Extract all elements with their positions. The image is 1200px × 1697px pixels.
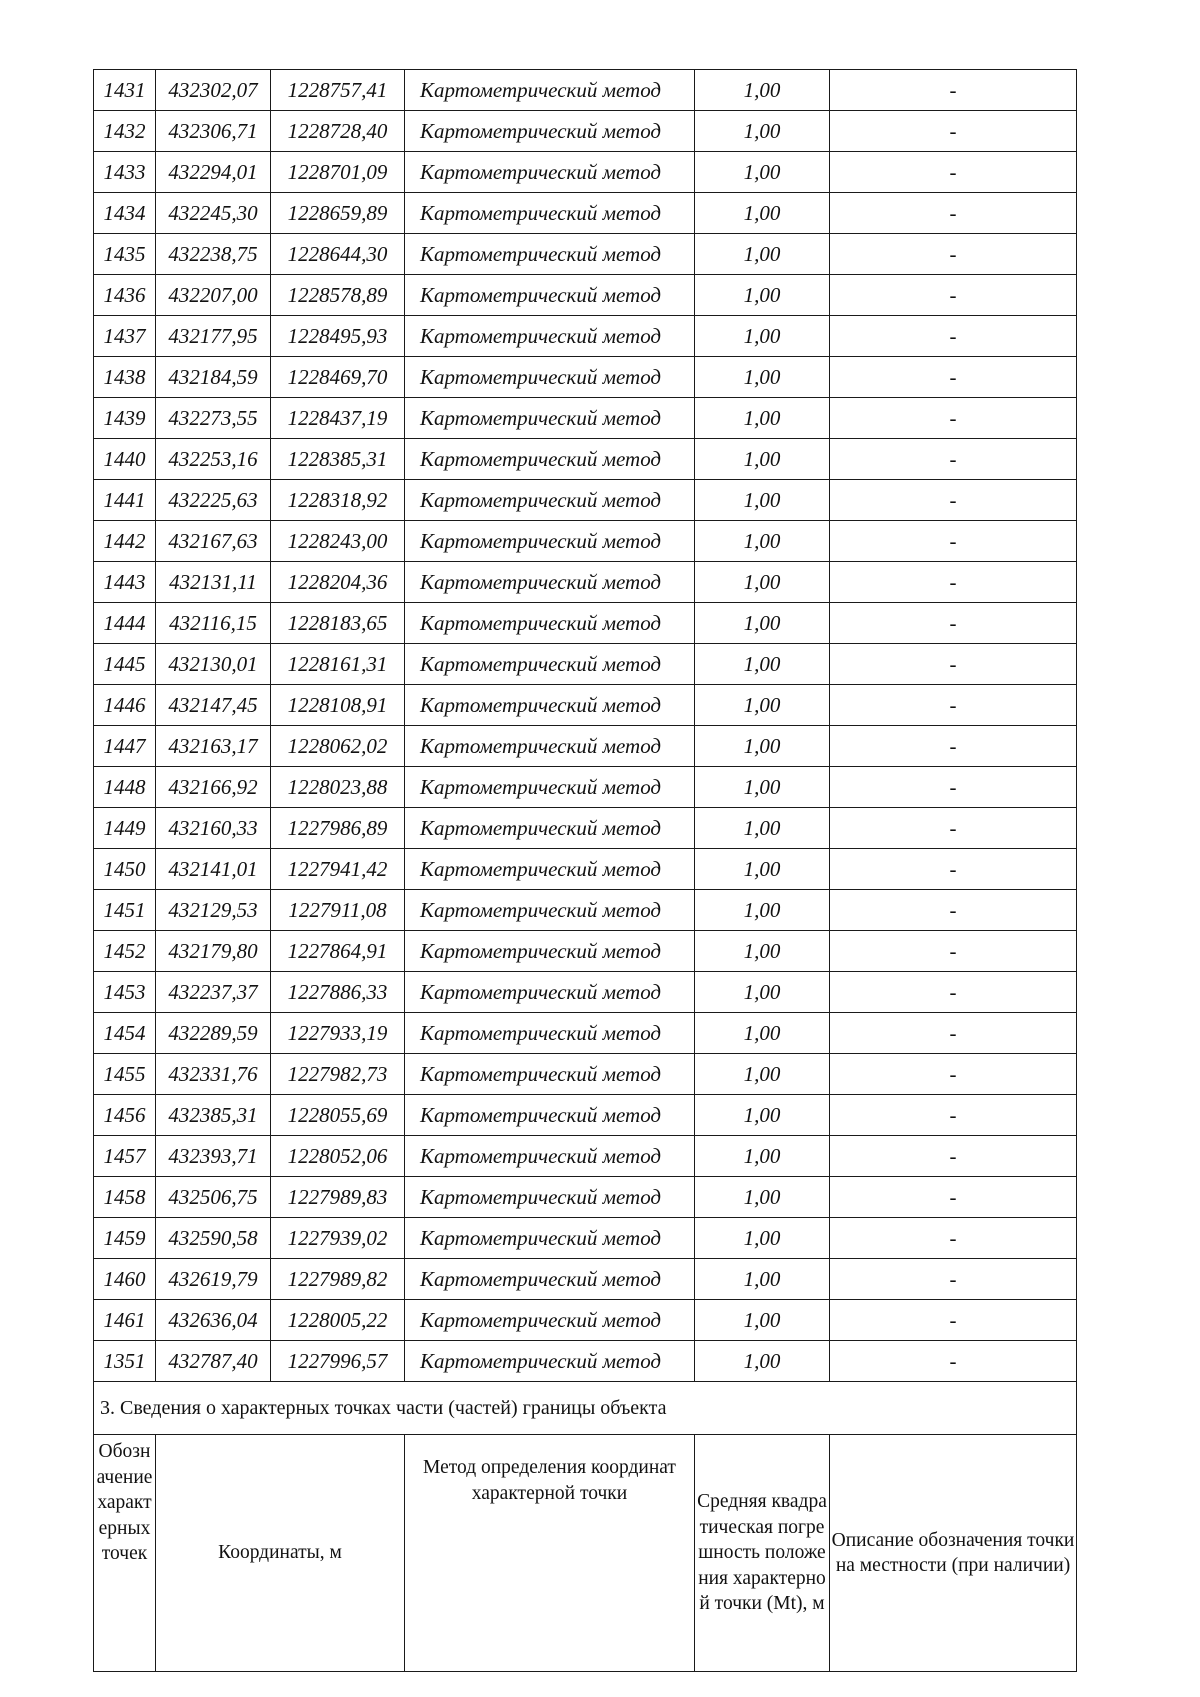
cell-point-number: 1461: [94, 1300, 156, 1341]
cell-coord-y: 1228757,41: [271, 70, 405, 111]
cell-description: -: [830, 1177, 1077, 1218]
cell-description: -: [830, 316, 1077, 357]
cell-point-number: 1451: [94, 890, 156, 931]
cell-accuracy: 1,00: [695, 398, 830, 439]
table-row: [94, 1054, 1077, 1095]
cell-point-number: 1439: [94, 398, 156, 439]
cell-method: Картометрический метод: [405, 1300, 695, 1341]
cell-accuracy: 1,00: [695, 603, 830, 644]
cell-method: Картометрический метод: [405, 1341, 695, 1382]
cell-accuracy: 1,00: [695, 521, 830, 562]
cell-point-number: 1452: [94, 931, 156, 972]
cell-point-number: 1448: [94, 767, 156, 808]
cell-coord-y: 1228161,31: [271, 644, 405, 685]
cell-method: Картометрический метод: [405, 931, 695, 972]
cell-point-number: 1433: [94, 152, 156, 193]
header-coordinates: Координаты, м: [156, 1435, 405, 1672]
cell-point-number: 1455: [94, 1054, 156, 1095]
table-row: [94, 521, 1077, 562]
cell-coord-x: 432787,40: [156, 1341, 271, 1382]
cell-point-number: 1432: [94, 111, 156, 152]
cell-method: Картометрический метод: [405, 111, 695, 152]
cell-method: Картометрический метод: [405, 1259, 695, 1300]
cell-description: -: [830, 357, 1077, 398]
cell-coord-y: 1228204,36: [271, 562, 405, 603]
cell-point-number: 1435: [94, 234, 156, 275]
cell-accuracy: 1,00: [695, 767, 830, 808]
cell-accuracy: 1,00: [695, 316, 830, 357]
cell-point-number: 1436: [94, 275, 156, 316]
cell-coord-y: 1227911,08: [271, 890, 405, 931]
cell-coord-x: 432506,75: [156, 1177, 271, 1218]
cell-description: -: [830, 234, 1077, 275]
cell-point-number: 1446: [94, 685, 156, 726]
cell-coord-y: 1228243,00: [271, 521, 405, 562]
cell-coord-x: 432253,16: [156, 439, 271, 480]
table-row: [94, 1218, 1077, 1259]
cell-accuracy: 1,00: [695, 1259, 830, 1300]
table-row: [94, 931, 1077, 972]
cell-coord-y: 1227986,89: [271, 808, 405, 849]
cell-coord-x: 432207,00: [156, 275, 271, 316]
cell-point-number: 1443: [94, 562, 156, 603]
cell-accuracy: 1,00: [695, 931, 830, 972]
cell-description: -: [830, 685, 1077, 726]
cell-point-number: 1459: [94, 1218, 156, 1259]
cell-point-number: 1450: [94, 849, 156, 890]
cell-description: -: [830, 1218, 1077, 1259]
cell-description: -: [830, 275, 1077, 316]
cell-accuracy: 1,00: [695, 1177, 830, 1218]
cell-coord-x: 432116,15: [156, 603, 271, 644]
cell-description: -: [830, 1341, 1077, 1382]
cell-coord-y: 1228005,22: [271, 1300, 405, 1341]
cell-accuracy: 1,00: [695, 152, 830, 193]
cell-method: Картометрический метод: [405, 603, 695, 644]
table-row: [94, 1136, 1077, 1177]
table-row: [94, 1095, 1077, 1136]
cell-description: -: [830, 193, 1077, 234]
table-row: [94, 603, 1077, 644]
cell-method: Картометрический метод: [405, 398, 695, 439]
cell-method: Картометрический метод: [405, 685, 695, 726]
cell-point-number: 1440: [94, 439, 156, 480]
cell-point-number: 1460: [94, 1259, 156, 1300]
cell-description: -: [830, 521, 1077, 562]
cell-coord-x: 432590,58: [156, 1218, 271, 1259]
cell-coord-y: 1227864,91: [271, 931, 405, 972]
cell-coord-y: 1227886,33: [271, 972, 405, 1013]
cell-method: Картометрический метод: [405, 644, 695, 685]
cell-point-number: 1454: [94, 1013, 156, 1054]
cell-accuracy: 1,00: [695, 972, 830, 1013]
cell-accuracy: 1,00: [695, 726, 830, 767]
cell-coord-x: 432184,59: [156, 357, 271, 398]
cell-accuracy: 1,00: [695, 1341, 830, 1382]
cell-coord-y: 1227939,02: [271, 1218, 405, 1259]
table-row: [94, 767, 1077, 808]
cell-accuracy: 1,00: [695, 685, 830, 726]
cell-method: Картометрический метод: [405, 357, 695, 398]
cell-accuracy: 1,00: [695, 70, 830, 111]
cell-coord-y: 1227933,19: [271, 1013, 405, 1054]
table-row: [94, 726, 1077, 767]
cell-coord-y: 1228437,19: [271, 398, 405, 439]
cell-coord-x: 432131,11: [156, 562, 271, 603]
cell-coord-y: 1227941,42: [271, 849, 405, 890]
cell-method: Картометрический метод: [405, 70, 695, 111]
table-row: [94, 685, 1077, 726]
cell-coord-x: 432385,31: [156, 1095, 271, 1136]
cell-point-number: 1437: [94, 316, 156, 357]
cell-coord-x: 432294,01: [156, 152, 271, 193]
cell-accuracy: 1,00: [695, 1054, 830, 1095]
cell-method: Картометрический метод: [405, 234, 695, 275]
cell-coord-y: 1228108,91: [271, 685, 405, 726]
cell-description: -: [830, 726, 1077, 767]
table-row: [94, 644, 1077, 685]
cell-accuracy: 1,00: [695, 890, 830, 931]
cell-method: Картометрический метод: [405, 439, 695, 480]
cell-accuracy: 1,00: [695, 275, 830, 316]
cell-coord-y: 1228659,89: [271, 193, 405, 234]
cell-coord-x: 432636,04: [156, 1300, 271, 1341]
cell-point-number: 1449: [94, 808, 156, 849]
table-row: [94, 1341, 1077, 1382]
cell-coord-x: 432130,01: [156, 644, 271, 685]
header-method: Метод определения координат характерной точки: [405, 1435, 695, 1672]
cell-coord-y: 1228062,02: [271, 726, 405, 767]
cell-method: Картометрический метод: [405, 1177, 695, 1218]
table-row: [94, 398, 1077, 439]
table-row: [94, 1259, 1077, 1300]
cell-coord-y: 1228644,30: [271, 234, 405, 275]
cell-coord-x: 432163,17: [156, 726, 271, 767]
cell-coord-y: 1227989,82: [271, 1259, 405, 1300]
cell-coord-y: 1228318,92: [271, 480, 405, 521]
cell-point-number: 1442: [94, 521, 156, 562]
cell-method: Картометрический метод: [405, 1136, 695, 1177]
cell-coord-y: 1228023,88: [271, 767, 405, 808]
cell-coord-x: 432302,07: [156, 70, 271, 111]
cell-accuracy: 1,00: [695, 1095, 830, 1136]
header-accuracy: Средняя квадратическая погрешность положения характерной точки (Mt), м: [695, 1435, 830, 1672]
cell-method: Картометрический метод: [405, 316, 695, 357]
cell-coord-y: 1228578,89: [271, 275, 405, 316]
cell-method: Картометрический метод: [405, 1013, 695, 1054]
cell-point-number: 1453: [94, 972, 156, 1013]
cell-point-number: 1434: [94, 193, 156, 234]
cell-coord-x: 432331,76: [156, 1054, 271, 1095]
cell-method: Картометрический метод: [405, 767, 695, 808]
table-row: [94, 849, 1077, 890]
cell-description: -: [830, 603, 1077, 644]
cell-description: -: [830, 808, 1077, 849]
cell-coord-x: 432167,63: [156, 521, 271, 562]
cell-accuracy: 1,00: [695, 480, 830, 521]
table-row: [94, 1013, 1077, 1054]
cell-description: -: [830, 644, 1077, 685]
table-body: [94, 70, 1077, 1672]
header-description: Описание обозначения точки на местности (при наличии): [830, 1435, 1077, 1672]
cell-description: -: [830, 931, 1077, 972]
cell-point-number: 1431: [94, 70, 156, 111]
cell-description: -: [830, 1300, 1077, 1341]
cell-accuracy: 1,00: [695, 1136, 830, 1177]
cell-method: Картометрический метод: [405, 562, 695, 603]
cell-coord-x: 432306,71: [156, 111, 271, 152]
cell-coord-x: 432245,30: [156, 193, 271, 234]
cell-coord-x: 432238,75: [156, 234, 271, 275]
cell-method: Картометрический метод: [405, 972, 695, 1013]
cell-description: -: [830, 70, 1077, 111]
cell-method: Картометрический метод: [405, 480, 695, 521]
cell-method: Картометрический метод: [405, 152, 695, 193]
cell-method: Картометрический метод: [405, 1218, 695, 1259]
section-title: 3. Сведения о характерных точках части (частей) границы объекта: [94, 1382, 1077, 1435]
cell-accuracy: 1,00: [695, 644, 830, 685]
header-point-designation: Обозначение характерных точек: [94, 1435, 156, 1672]
table-row: [94, 152, 1077, 193]
cell-coord-x: 432160,33: [156, 808, 271, 849]
cell-description: -: [830, 1095, 1077, 1136]
cell-coord-x: 432166,92: [156, 767, 271, 808]
cell-description: -: [830, 480, 1077, 521]
cell-point-number: 1456: [94, 1095, 156, 1136]
cell-description: -: [830, 562, 1077, 603]
cell-method: Картометрический метод: [405, 849, 695, 890]
cell-method: Картометрический метод: [405, 521, 695, 562]
cell-coord-x: 432237,37: [156, 972, 271, 1013]
table-row: [94, 111, 1077, 152]
cell-coord-x: 432129,53: [156, 890, 271, 931]
section-title-row: [94, 1382, 1077, 1435]
cell-description: -: [830, 972, 1077, 1013]
table-row: [94, 357, 1077, 398]
cell-coord-x: 432177,95: [156, 316, 271, 357]
cell-point-number: 1447: [94, 726, 156, 767]
table-row: [94, 972, 1077, 1013]
cell-description: -: [830, 890, 1077, 931]
table-row: [94, 70, 1077, 111]
cell-coord-x: 432147,45: [156, 685, 271, 726]
cell-point-number: 1438: [94, 357, 156, 398]
cell-description: -: [830, 1054, 1077, 1095]
cell-description: -: [830, 767, 1077, 808]
cell-accuracy: 1,00: [695, 234, 830, 275]
cell-accuracy: 1,00: [695, 849, 830, 890]
table-row: [94, 234, 1077, 275]
cell-method: Картометрический метод: [405, 1095, 695, 1136]
cell-description: -: [830, 152, 1077, 193]
table-row: [94, 808, 1077, 849]
cell-coord-y: 1228495,93: [271, 316, 405, 357]
cell-point-number: 1457: [94, 1136, 156, 1177]
cell-accuracy: 1,00: [695, 439, 830, 480]
cell-accuracy: 1,00: [695, 357, 830, 398]
cell-coord-x: 432225,63: [156, 480, 271, 521]
cell-coord-x: 432289,59: [156, 1013, 271, 1054]
table-row: [94, 1177, 1077, 1218]
cell-method: Картометрический метод: [405, 275, 695, 316]
cell-coord-y: 1228055,69: [271, 1095, 405, 1136]
cell-coord-y: 1228385,31: [271, 439, 405, 480]
cell-method: Картометрический метод: [405, 890, 695, 931]
cell-accuracy: 1,00: [695, 1218, 830, 1259]
table-row: [94, 275, 1077, 316]
cell-method: Картометрический метод: [405, 808, 695, 849]
cell-coord-x: 432179,80: [156, 931, 271, 972]
cell-method: Картометрический метод: [405, 193, 695, 234]
cell-description: -: [830, 111, 1077, 152]
cell-coord-y: 1227982,73: [271, 1054, 405, 1095]
table-row: [94, 316, 1077, 357]
table-row: [94, 480, 1077, 521]
cell-description: -: [830, 398, 1077, 439]
cell-coord-y: 1228052,06: [271, 1136, 405, 1177]
cell-description: -: [830, 439, 1077, 480]
cell-coord-x: 432141,01: [156, 849, 271, 890]
cell-accuracy: 1,00: [695, 562, 830, 603]
boundary-points-table: [93, 69, 1077, 1672]
cell-coord-y: 1227996,57: [271, 1341, 405, 1382]
header-row: [94, 1435, 1077, 1672]
cell-coord-y: 1228728,40: [271, 111, 405, 152]
cell-point-number: 1444: [94, 603, 156, 644]
table-row: [94, 1300, 1077, 1341]
cell-point-number: 1441: [94, 480, 156, 521]
cell-description: -: [830, 1013, 1077, 1054]
cell-coord-x: 432273,55: [156, 398, 271, 439]
cell-accuracy: 1,00: [695, 1300, 830, 1341]
cell-coord-y: 1227989,83: [271, 1177, 405, 1218]
cell-coord-y: 1228469,70: [271, 357, 405, 398]
cell-description: -: [830, 1136, 1077, 1177]
table-row: [94, 562, 1077, 603]
cell-description: -: [830, 849, 1077, 890]
table-row: [94, 890, 1077, 931]
cell-coord-x: 432619,79: [156, 1259, 271, 1300]
table-row: [94, 193, 1077, 234]
cell-accuracy: 1,00: [695, 111, 830, 152]
cell-point-number: 1351: [94, 1341, 156, 1382]
cell-coord-x: 432393,71: [156, 1136, 271, 1177]
cell-coord-y: 1228701,09: [271, 152, 405, 193]
cell-coord-y: 1228183,65: [271, 603, 405, 644]
cell-method: Картометрический метод: [405, 1054, 695, 1095]
cell-method: Картометрический метод: [405, 726, 695, 767]
cell-accuracy: 1,00: [695, 1013, 830, 1054]
cell-accuracy: 1,00: [695, 808, 830, 849]
cell-accuracy: 1,00: [695, 193, 830, 234]
cell-point-number: 1458: [94, 1177, 156, 1218]
cell-description: -: [830, 1259, 1077, 1300]
cell-point-number: 1445: [94, 644, 156, 685]
table-row: [94, 439, 1077, 480]
